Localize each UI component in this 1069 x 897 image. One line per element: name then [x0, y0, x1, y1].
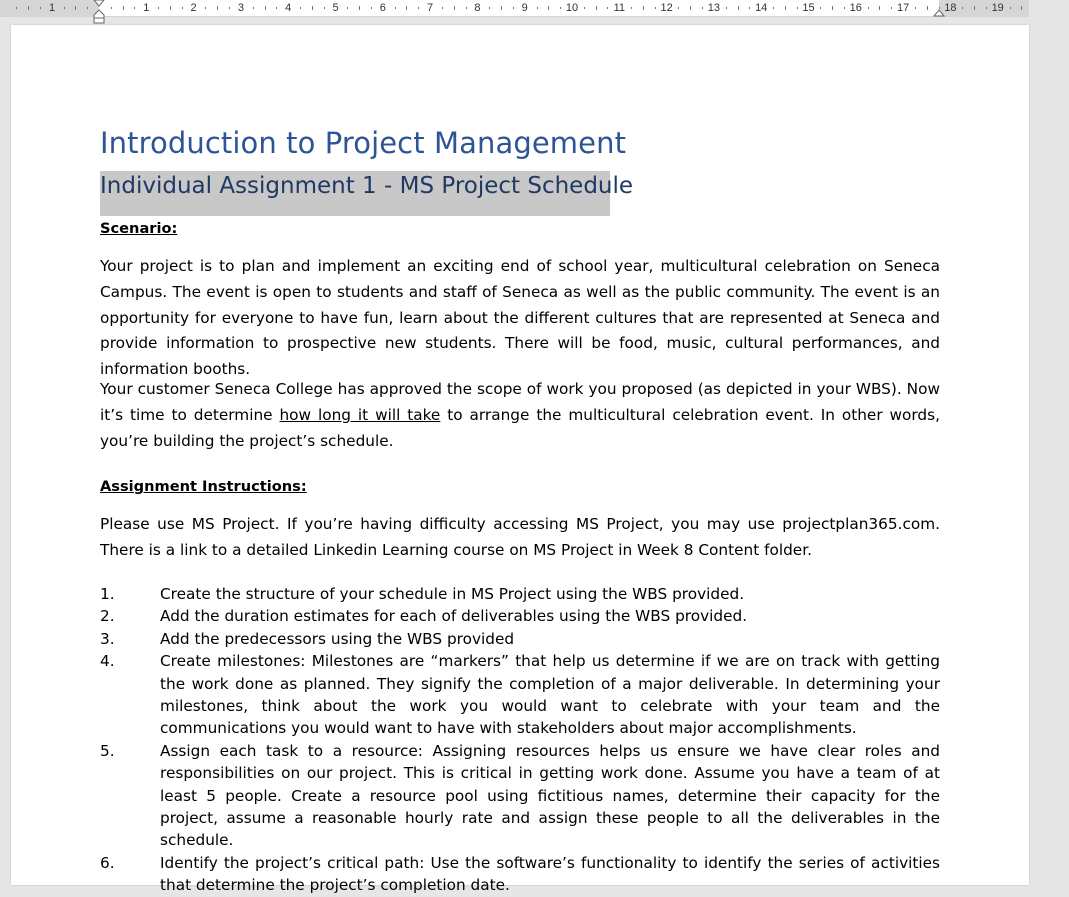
- ruler-number: 6: [379, 2, 386, 14]
- ruler-tick: [690, 6, 691, 10]
- ruler-tick: [879, 6, 880, 10]
- ruler-tick: [785, 6, 786, 10]
- ruler-tick: [158, 7, 159, 9]
- document-title[interactable]: Introduction to Project Management: [100, 126, 627, 160]
- scenario-heading: Scenario:: [100, 220, 178, 237]
- ruler-number: 17: [896, 2, 910, 14]
- ruler-tick: [584, 7, 585, 9]
- list-item-number: 5.: [100, 741, 115, 760]
- ruler-tick: [134, 7, 135, 9]
- ruler-number: 2: [190, 2, 197, 14]
- ruler-tick: [395, 7, 396, 9]
- ruler-tick: [820, 7, 821, 9]
- ruler-tick: [359, 6, 360, 10]
- list-item-text: Add the predecessors using the WBS provided: [160, 629, 515, 648]
- ruler-tick: [312, 6, 313, 10]
- ruler-tick: [927, 6, 928, 10]
- ruler-tick: [371, 7, 372, 9]
- ruler-number: 1: [143, 2, 150, 14]
- ruler-tick: [64, 7, 65, 9]
- ruler-tick: [631, 7, 632, 9]
- ruler-tick: [749, 7, 750, 9]
- ruler-tick: [678, 7, 679, 9]
- ruler-tick: [300, 7, 301, 9]
- ruler-tick: [28, 6, 29, 10]
- ruler-tick: [868, 7, 869, 9]
- ruler-tick: [454, 6, 455, 10]
- ruler-tick: [548, 6, 549, 10]
- ruler-tick: [442, 7, 443, 9]
- ruler-tick: [111, 7, 112, 9]
- ruler-number: 16: [849, 2, 862, 14]
- scenario-p2-underlined: how long it will take: [279, 405, 441, 424]
- ruler-tick: [738, 6, 739, 10]
- ruler-tick: [962, 7, 963, 9]
- ruler-number: 18: [944, 2, 957, 14]
- ruler-tick: [75, 6, 76, 10]
- ruler-tick: [797, 7, 798, 9]
- list-item: [100, 740, 940, 852]
- list-item: [100, 650, 940, 740]
- ruler-tick: [974, 6, 975, 10]
- ruler-number: 12: [660, 2, 673, 14]
- ruler-tick: [773, 7, 774, 9]
- ruler-tick: [40, 7, 41, 9]
- ruler-tick: [726, 7, 727, 9]
- list-item-text: Create milestones: Milestones are “markers” that help us determine if we are on track with getting the work done as planned. They signify the completion of a major deliverable. In determining your milestones, think about the work you would want to celebrate with your team and the communications you would want to have with stakeholders about major accomplishments.: [160, 652, 940, 738]
- list-item: [100, 583, 940, 605]
- ruler-tick: [406, 6, 407, 10]
- ruler-tick: [513, 7, 514, 9]
- instructions-paragraph: Please use MS Project. If you’re having difficulty accessing MS Project, you may use projectplan365.com. There is a link to a detailed Linkedin Learning course on MS Project in Week 8 Content folder.: [100, 515, 940, 559]
- ruler-tick: [537, 7, 538, 9]
- ruler-number: 13: [707, 2, 721, 14]
- list-item-number: 2.: [100, 607, 115, 626]
- window-background-strip: [1029, 0, 1069, 873]
- subtitle-text: Individual Assignment 1 - MS Project Schedule: [100, 173, 634, 199]
- ruler-tick: [466, 7, 467, 9]
- ruler-tick: [170, 6, 171, 10]
- scenario-p2-text-a: Your customer Seneca College has approved the scope of work you proposed (as depicted in your WBS). Now it’s time to determine: [100, 380, 940, 424]
- ruler-tick: [560, 7, 561, 9]
- list-item: [100, 852, 940, 897]
- scenario-paragraph-1: Your project is to plan and implement an exciting end of school year, multicultural celebration on Seneca Campus. The event is open to students and staff of Seneca as well as the public community. The event is an opportunity for everyone to have fun, learn about the different cultures that are represented at Seneca and provide information to prospective new students. There will be food, music, cultural performances, and information booths.: [100, 257, 940, 379]
- ruler-tick: [1021, 6, 1022, 10]
- ruler-number: 9: [521, 2, 528, 14]
- ruler-tick: [182, 7, 183, 9]
- ruler-tick: [891, 7, 892, 9]
- ruler-tick: [596, 6, 597, 10]
- ruler-number: 11: [613, 2, 626, 14]
- list-item-number: 4.: [100, 652, 115, 671]
- list-item-text: Identify the project’s critical path: Use the software’s functionality to identify the series of activities that determine the project’s completion date.: [160, 853, 940, 895]
- list-item-number: 3.: [100, 629, 115, 648]
- ruler-number: 15: [802, 2, 815, 14]
- ruler-number: 8: [474, 2, 481, 14]
- ruler-number: 10: [565, 2, 579, 14]
- ruler-tick: [87, 7, 88, 9]
- list-item-text: Create the structure of your schedule in MS Project using the WBS provided.: [160, 585, 745, 603]
- list-item-number: 1.: [100, 585, 115, 603]
- ruler-number: 1: [48, 2, 56, 14]
- ruler-tick: [986, 7, 987, 9]
- ruler-tick: [217, 6, 218, 10]
- instructions-heading: Assignment Instructions:: [100, 478, 307, 495]
- list-item-text: Assign each task to a resource: Assigning resources helps us ensure we have clear roles and responsibilities on our project. This is critical in getting work done. Assume you have a team of at least 5 people. Create a resource pool using fictitious names, determine their capacity for the project, assume a reasonable hourly rate and assign these people to all the deliverables in the schedule.: [160, 741, 940, 850]
- ruler-number: 5: [332, 2, 339, 14]
- list-item-number: 6.: [100, 853, 115, 872]
- ruler-tick: [607, 7, 608, 9]
- list-item-text: Add the duration estimates for each of deliverables using the WBS provided.: [160, 607, 748, 626]
- ruler-number: 4: [285, 2, 292, 14]
- ruler-tick: [844, 7, 845, 9]
- ruler-tick: [501, 6, 502, 10]
- ruler-number: 3: [237, 2, 244, 14]
- ruler-tick: [702, 7, 703, 9]
- document-page[interactable]: [11, 25, 1029, 895]
- ruler-number: 19: [991, 2, 1004, 14]
- ruler-tick: [832, 6, 833, 10]
- ruler-tick: [915, 7, 916, 9]
- ruler-number: 7: [427, 2, 434, 14]
- scenario-paragraph-2: [100, 377, 940, 454]
- document-subtitle-selected[interactable]: [100, 171, 634, 216]
- ruler-tick: [276, 7, 277, 9]
- ruler-tick: [655, 7, 656, 9]
- ruler-tick: [643, 6, 644, 10]
- ruler-tick: [418, 7, 419, 9]
- ruler-tick: [489, 7, 490, 9]
- horizontal-ruler[interactable]: [0, 0, 1029, 17]
- instructions-list: [100, 583, 940, 897]
- scenario-p2-text-b: to arrange the multicultural celebration event. In other words, you’re building the project’s schedule.: [100, 405, 940, 450]
- ruler-number: 14: [755, 2, 768, 14]
- ruler-tick: [16, 7, 17, 9]
- ruler-tick: [205, 7, 206, 9]
- first-line-indent-marker[interactable]: [93, 0, 105, 24]
- right-indent-marker[interactable]: [933, 8, 945, 17]
- ruler-tick: [253, 7, 254, 9]
- ruler-tick: [265, 6, 266, 10]
- ruler-tick: [324, 7, 325, 9]
- ruler-tick: [347, 7, 348, 9]
- ruler-tick: [1010, 7, 1011, 9]
- list-item: [100, 605, 940, 627]
- list-item: [100, 628, 940, 650]
- ruler-tick: [123, 6, 124, 10]
- ruler-tick: [229, 7, 230, 9]
